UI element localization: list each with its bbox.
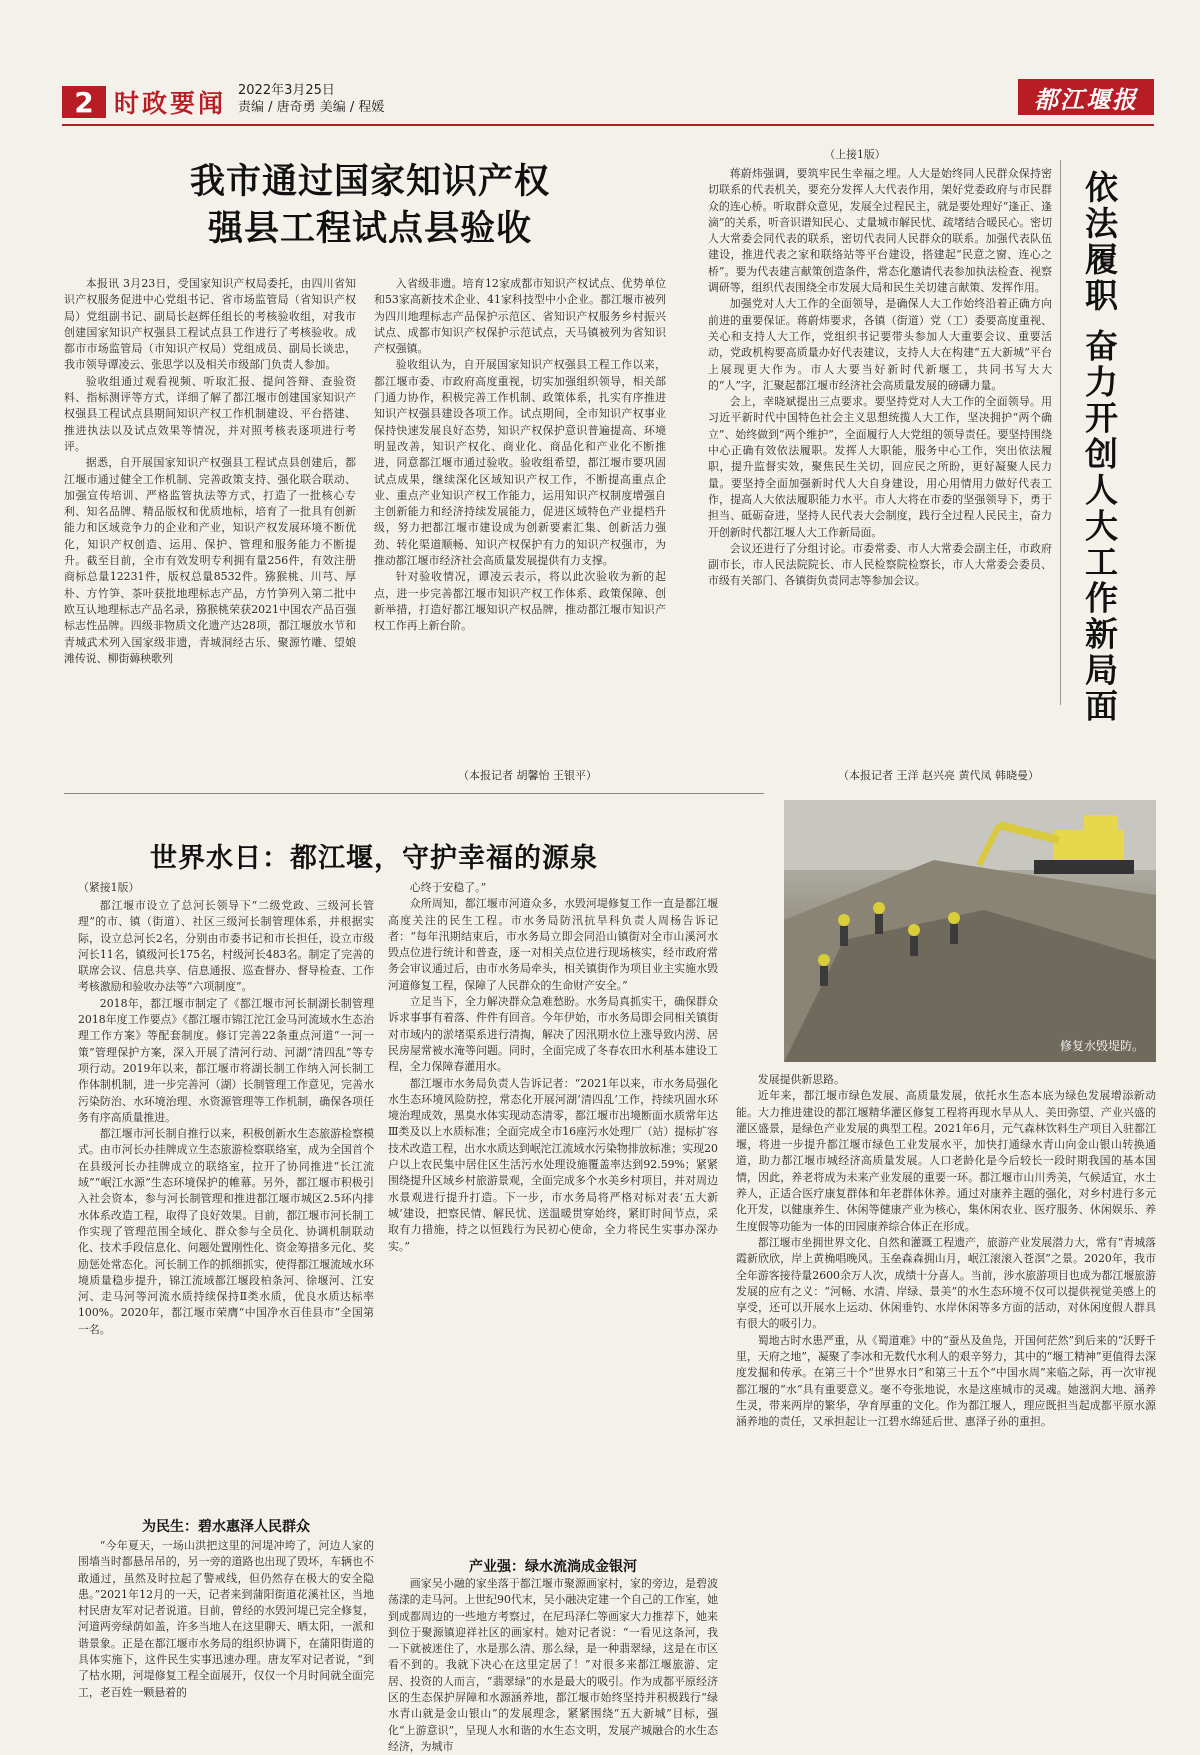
story3-col3-text: [736, 1072, 1156, 1431]
issue-info: [238, 82, 384, 116]
story1-byline: （本报记者 胡馨怡 王银平）: [458, 769, 597, 782]
riverbank-repair-photo: [784, 800, 1156, 1062]
story3-col1b-text: [78, 1538, 374, 1701]
story3-col2b-text: [388, 1576, 718, 1755]
paragraph: 本报讯 3月23日，受国家知识产权局委托，由四川省知识产权服务促进中心党组书记、省市场监管局（省知识产权局）党组副书记、副局长赵辉任组长的考核验收组，对我市创建国家知识产权强县工程试点县工作进行了考核验收。成都市市场监管局（市知识产权局）党组成员、副局长谈忠，我市领导谭凌云、张思学以及相关市级部门负责人参加。: [64, 277, 356, 372]
paragraph: 加强党对人大工作的全面领导，是确保人大工作始终沿着正确方向前进的重要保证。蒋蔚炜要求，各镇（街道）党（工）委要高度重视、关心和支持人大工作，党组织书记要带头参加人大重要会议、重要活动，党政机构要高质量办好代表建议，支持人大在构建“五大新城”平台上展现更大作为。市人大要当好新时代新堰工，共同书写大大的“人”字，汇聚起都江堰市经济社会高质量发展的磅礴力量。: [708, 297, 1052, 392]
page-number: 2: [62, 86, 106, 118]
paragraph: 画家吴小融的家坐落于都江堰市聚源画家村，家的旁边，是碧波荡漾的走马河。上世纪90代末，吴小融决定建一个自己的工作室，她到成都周边的一些地方考察过，在尼玛泽仁等画家大力推荐下，她来到位于聚源镇迎祥社区的画家村。她对记者说：“一看见这条河，我一下就被迷住了，水是那么清、那么绿，是一种翡翠绿，这是在市区看不到的。我就下决心在这里定居了！”对很多来都江堰旅游、定居、投资的人而言，“翡翠绿”的水是最大的吸引。作为成都平原经济区的生态保护屏障和水源涵养地，都江堰市始终坚持并积极践行“绿水青山就是金山银山”的发展理念，紧紧围绕“五大新城”目标，强化“上游意识”，呈现人水和谐的水生态文明，发展产城融合的水生态经济，为城市: [388, 1577, 718, 1753]
story3-column-1: [78, 898, 374, 1510]
story3-column-2: [388, 880, 718, 1554]
paragraph: 都江堰市水务局负责人告诉记者：“2021年以来，市水务局强化水生态环境风险防控，常态化开展河湖‘清四乱’工作，持续巩固水环境治理成效，黑臭水体实现动态清零，都江堰市出境断面水质常年达Ⅲ类及以上水质标准；全面完成全市16座污水处理厂（站）提标扩容技术改造工程，出水水质达到岷沱江流域水污染物排放标准；实现20户以上农民集中居住区生活污水处理设施覆盖率达到92.59%；紧紧围绕提升区域乡村旅游景观，全面完成多个水美乡村项目，并对周边水景观进行提升打造。下一步，市水务局将严格对标对表‘五大新城’建设，把察民情、解民忧、送温暖贯穿始终，紧盯时间节点，采取有力措施，持之以恒践行为民初心使命，全力将民生实事办深办实。”: [388, 1076, 718, 1253]
story2-byline: （本报记者 王洋 赵兴亮 黄代凤 韩晓曼）: [838, 769, 1039, 782]
paragraph: 针对验收情况，谭凌云表示，将以此次验收为新的起点，进一步完善都江堰市知识产权工作体系、政策保障、创新举措，打造好都江堰知识产权品牌，推动都江堰市知识产权工作再上新台阶。: [374, 570, 666, 633]
paragraph: 验收组通过观看视频、听取汇报、提问答辩、查验资料、指标测评等方式，详细了解了都江堰市创建国家知识产权强县工程试点县期间知识产权工作机制建设、平台搭建、推进执法以及试点效果等情况，并对照考核表逐项进行考评。: [64, 374, 356, 453]
story1-column-2: [374, 276, 666, 756]
paragraph: 众所周知，都江堰市河道众多，水毁河堤修复工作一直是都江堰高度关注的民生工程。市水务局防汛抗旱科负责人周杨告诉记者：“每年汛期结束后，市水务局立即会同沿山镇街对全市山溪河水毁点位进行统计和普查，逐一对相关点位进行现场核实，经市政府常务会审议通过后，由市水务局牵头，相关镇街作为项目业主实施水毁河道修复工程，保障了人民群众的生命财产安全。”: [388, 897, 718, 992]
story1-col1-text: [64, 276, 356, 667]
paragraph: “今年夏天，一场山洪把这里的河堤冲垮了，河边人家的围墙当时都悬吊吊的，另一旁的道路也出现了毁坏，车辆也不敢通过，虽然及时拉起了警戒线，但仍然存在极大的安全隐患。”2021年12月的一天，记者来到蒲阳街道花溪社区，当地村民唐友军对记者说道。目前，曾经的水毁河堤已完全修复，河道两旁绿荫如盖，许多当地人在这里聊天、晒太阳，一派和谐景象。正是在都江堰市水务局的组织协调下，在蒲阳街道的具体实施下，这件民生实事迅速办理。唐友军对记者说，“到了枯水期，河堤修复工程全面展开，仅仅一个月时间就全面完工，老百姓一颗悬着的: [78, 1539, 374, 1699]
photo-caption: 修复水毁堤防。: [1059, 1039, 1144, 1053]
paragraph: 入省级非遗。培育12家成都市知识产权试点、优势单位和53家高新技术企业、41家科技型中小企业。都江堰市被列为四川地理标志产品保护示范区、省知识产权服务乡村振兴试点、成都市知识产权保护示范试点，天马镇被列为省知识产权强镇。: [374, 277, 666, 356]
story1-headline: [120, 158, 620, 252]
story1-col2-text: [374, 276, 666, 635]
story3-subhead-1: 为民生：碧水惠泽人民群众: [142, 1519, 310, 1535]
story3-column-2b: [388, 1576, 718, 1753]
editors: 责编 / 唐奇勇 美编 / 程媛: [238, 100, 385, 115]
paragraph: 会议还进行了分组讨论。市委常委、市人大常委会副主任，市政府副市长，市人民法院院长、市人民检察院检察长，市人大常委会委员、市级有关部门、各镇街负责同志等参加会议。: [708, 541, 1052, 588]
story1-column-1: [64, 276, 356, 756]
story1-headline-line2: 强县工程试点县验收: [207, 208, 532, 249]
story3-headline: 世界水日：都江堰，守护幸福的源泉: [150, 843, 598, 874]
story2-body-text: [708, 166, 1052, 590]
story3-col2-text: [388, 880, 718, 1255]
paragraph: 都江堰市河长制自推行以来，积极创新水生态旅游检察模式。由市河长办挂牌成立生态旅游检察联络室，成为全国首个在县级河长办挂牌成立的联络室，拉开了协同推进“长江流域”“岷江水源”生态环境保护的帷幕。另外，都江堰市积极引入社会资本，参与河长制管理和推进都江堰市城区2.5环内排水体系改造工程，取得了良好效果。目前，都江堰市河长制工作实现了管理范围全域化、群众参与全员化、协调机制联动化、技术手段信息化、问题处置刚性化、资金筹措多元化、奖励惩处常态化。河长制工作的抓细抓实，使得都江堰流域水环境质量稳步提升，锦江流域都江堰段柏条河、徐堰河、江安河、走马河等河流水质持续保持Ⅱ类水质，优良水质达标率100%。2020年，都江堰市荣膺“中国净水百佳县市”全国第一名。: [78, 1127, 374, 1336]
story3-rule: [64, 793, 764, 794]
paragraph: 蒋蔚炜强调，要筑牢民生幸福之埋。人大是始终同人民群众保持密切联系的代表机关，要充分发挥人大代表作用，架好党委政府与市民群众的连心桥。听取群众意见，发展全过程民主，就是要处理好“逢正、逢滴”的关系，听音识谱知民心、丈量城市解民忧、疏堵结合暖民心。密切人大常委会同代表的联系，密切代表同人民群众的联系。加强代表队伍建设，推进代表之家和联络站等平台建设，搭建起“民意之窗、连心之桥”。要为代表建言献策创造条件，常态化邀请代表参加执法检查、视察调研等，组织代表围绕全市发展大局和民生关切建言献策、发挥作用。: [708, 167, 1052, 295]
paragraph: 立足当下，全力解决群众急难愁盼。水务局真抓实干，确保群众诉求事事有着落、件件有回音。今年伊始，市水务局即会同相关镇街对市域内的淤堵渠系进行清掏，解决了因汛期水位上涨导致内涝、居民房屋常被水淹等问题。同时，全面完成了冬春农田水利基本建设工程，全力保障春灌用水。: [388, 995, 718, 1074]
paragraph: 都江堰市设立了总河长领导下“二级党政、三级河长管理”的市、镇（街道）、社区三级河长制管理体系，并根据实际，设立总河长2名，分别由市委书记和市长担任，设立市级河长11名，镇级河长175名，村级河长483名。制定了完善的联席会议、信息共享、信息通报、巡查督办、督导检查、工作考核激励和验收办法等“六项制度”。: [78, 899, 374, 994]
story3-column-1b: [78, 1538, 374, 1700]
masthead-rule: [62, 124, 1154, 126]
paragraph: 近年来，都江堰市绿色发展、高质量发展，依托水生态本底为绿色发展增添新动能。大力推进建设的都江堰精华灌区修复工程将再现水旱从人、美田弥望、产业兴盛的灌区盛景，是绿色产业发展的典型工程。2021年6月，元气森林饮料生产项目入驻都江堰，将进一步提升都江堰市绿色工业发展水平，加快打通绿水青山向金山银山转换通道，助力都江堰市城经济高质量发展。人口老龄化是今后较长一段时期我国的基本国情，因此，养老将成为未来产业发展的重要一环。都江堰市山川秀美，气候适宜，水土养人，正适合医疗康复群体和年老群体休养。通过对康养主题的强化，对乡村进行多元化开发，以健康养生、休闲等健康产业为核心，集休闲农业、医疗服务、休闲娱乐、养生度假等功能为一体的田园康养综合体正在形成。: [736, 1089, 1156, 1233]
story3-continued: （紧接1版）: [78, 881, 140, 894]
story3-column-3: [736, 1072, 1156, 1700]
issue-date: 2022年3月25日: [238, 83, 335, 98]
section-title: 时政要闻: [114, 89, 227, 118]
story1-headline-line1: 我市通过国家知识产权: [189, 161, 550, 202]
paragraph: 蜀地古时水患严重，从《蜀道难》中的“蚕丛及鱼凫，开国何茫然”到后来的“沃野千里，天府之地”，凝聚了李冰和无数代水利人的艰辛努力，其中的“堰工精神”更值得去深度发掘和传承。在第三十个“世界水日”和第三十五个“中国水周”来临之际，再一次审视都江堰的“水”具有重要意义。毫不夸张地说，水是这座城市的灵魂。她滋润大地、涵养生灵，带来两岸的繁华，孕育厚重的文化。作为都江堰人，理应既担当起成都平原水源涵养地的责任，又承担起让一江碧水绵延后世、惠泽子孙的重担。: [736, 1333, 1156, 1429]
newspaper-logo: 都江堰报: [1018, 79, 1154, 115]
paragraph: 发展提供新思路。: [757, 1073, 845, 1086]
story3-col1-text: [78, 898, 374, 1338]
story2-divider: [1060, 160, 1061, 705]
story2-vertical-headline: 依法履职 奋力开创人大工作新局面: [1080, 170, 1119, 725]
paragraph: 心终于安稳了。”: [409, 881, 487, 894]
story2-body: [708, 166, 1052, 766]
paragraph: 都江堰市坐拥世界文化、自然和灌溉工程遗产，旅游产业发展潜力大，常有“青城落霞新欣欣，岸上黄桷唱晚风。玉垒森森拥山月，岷江滚滚入苍溟”之景。2020年，我市全年游客接待量2600余万人次，成绩十分喜人。当前，涉水旅游项目也成为都江堰旅游发展的应有之义：“河畅、水清、岸绿、景美”的水生态环境不仅可以提供视觉美感上的享受，还可以开展水上运动、休闲垂钓、水岸休闲等多方面的活动，对休闲度假人群具有很大的吸引力。: [736, 1235, 1156, 1331]
paragraph: 验收组认为，自开展国家知识产权强县工程工作以来，都江堰市委、市政府高度重视，切实加强组织领导，相关部门通力协作，积极完善工作机制、政策体系，扎实有序推进知识产权强县建设各项工作。试点期间，全市知识产权事业保持快速发展良好态势，知识产权保护意识普遍提高、环境明显改善，知识产权化、商业化、商品化和产业化不断推进，同意都江堰市通过验收。验收组希望，都江堰市要巩固试点成果，继续深化区域知识产权工作，不断提高重点企业、重点产业知识产权工作能力，运用知识产权制度增强自主创新能力和经济持续发展能力，促进区域特色产业提档升级，努力把都江堰市建设成为创新要素汇集、创新活力强劲、转化渠道顺畅、知识产权保护有力的知识产权强市，为推动都江堰市经济社会高质量发展提供有力支撑。: [374, 358, 666, 568]
story3-subhead-2: 产业强：绿水流淌成金银河: [469, 1559, 637, 1575]
paragraph: 2018年，都江堰市制定了《都江堰市河长制湖长制管理2018年度工作要点》《都江堰市锦江沱江金马河流域水生态治理工作方案》等配套制度。修订完善22条重点河道“一河一策”管理保护方案，深入开展了清河行动、河湖“清四乱”等专项行动。2019年以来，都江堰市将湖长制工作纳入河长制工作体制机制，进一步完善河（湖）长制管理工作意见，完善水污染防治、水环境治理、水资源管理等工作机制，确保各项任务有序高质量推进。: [78, 996, 374, 1124]
photo-illustration: [784, 800, 1156, 1062]
paragraph: 会上，幸晓斌提出三点要求。要坚持党对人大工作的全面领导。用习近平新时代中国特色社会主义思想统揽人大工作，坚决拥护“两个确立”、始终做到“两个维护”，全面履行人大党组的领导责任。要坚持围绕中心正确有效依法履职。发挥人大职能，服务中心工作，突出依法履职，提升监督实效，聚焦民生关切，回应民之所盼，更好凝聚人民力量。要坚持全面加强新时代人大自身建设，用心用情用力做好代表工作，提高人大依法履职能力水平。市人大将在市委的坚强领导下，勇于担当、砥砺奋进，坚持人民代表大会制度，践行全过程人民民主，奋力开创新时代都江堰人大工作新局面。: [708, 395, 1052, 539]
paragraph: 据悉，自开展国家知识产权强县工程试点县创建后，都江堰市通过健全工作机制、完善政策支持、强化联合联动、加强宣传培训、严格监管执法等方式，打造了一批核心专利、知名品牌、精品版权和优质地标，培育了一批具有创新能力和区域竞争力的企业和产业，知识产权发展环境不断优化，知识产权创造、运用、保护、管理和服务能力不断提升。截至目前，全市有效发明专利拥有量256件，有效注册商标总量12231件，版权总量8532件。猕猴桃、川芎、厚朴、方竹笋、茶叶获批地理标志产品，方竹笋列入第二批中欧互认地理标志产品名录，猕猴桃荣获2021中国农产品百强标志性品牌。四级非物质文化遗产达28项，都江堰放水节和青城武术列入国家级非遗，青城洞经古乐、聚源竹雕、望娘滩传说、柳街薅秧歌列: [64, 456, 356, 665]
story2-continued: （上接1版）: [824, 148, 886, 161]
